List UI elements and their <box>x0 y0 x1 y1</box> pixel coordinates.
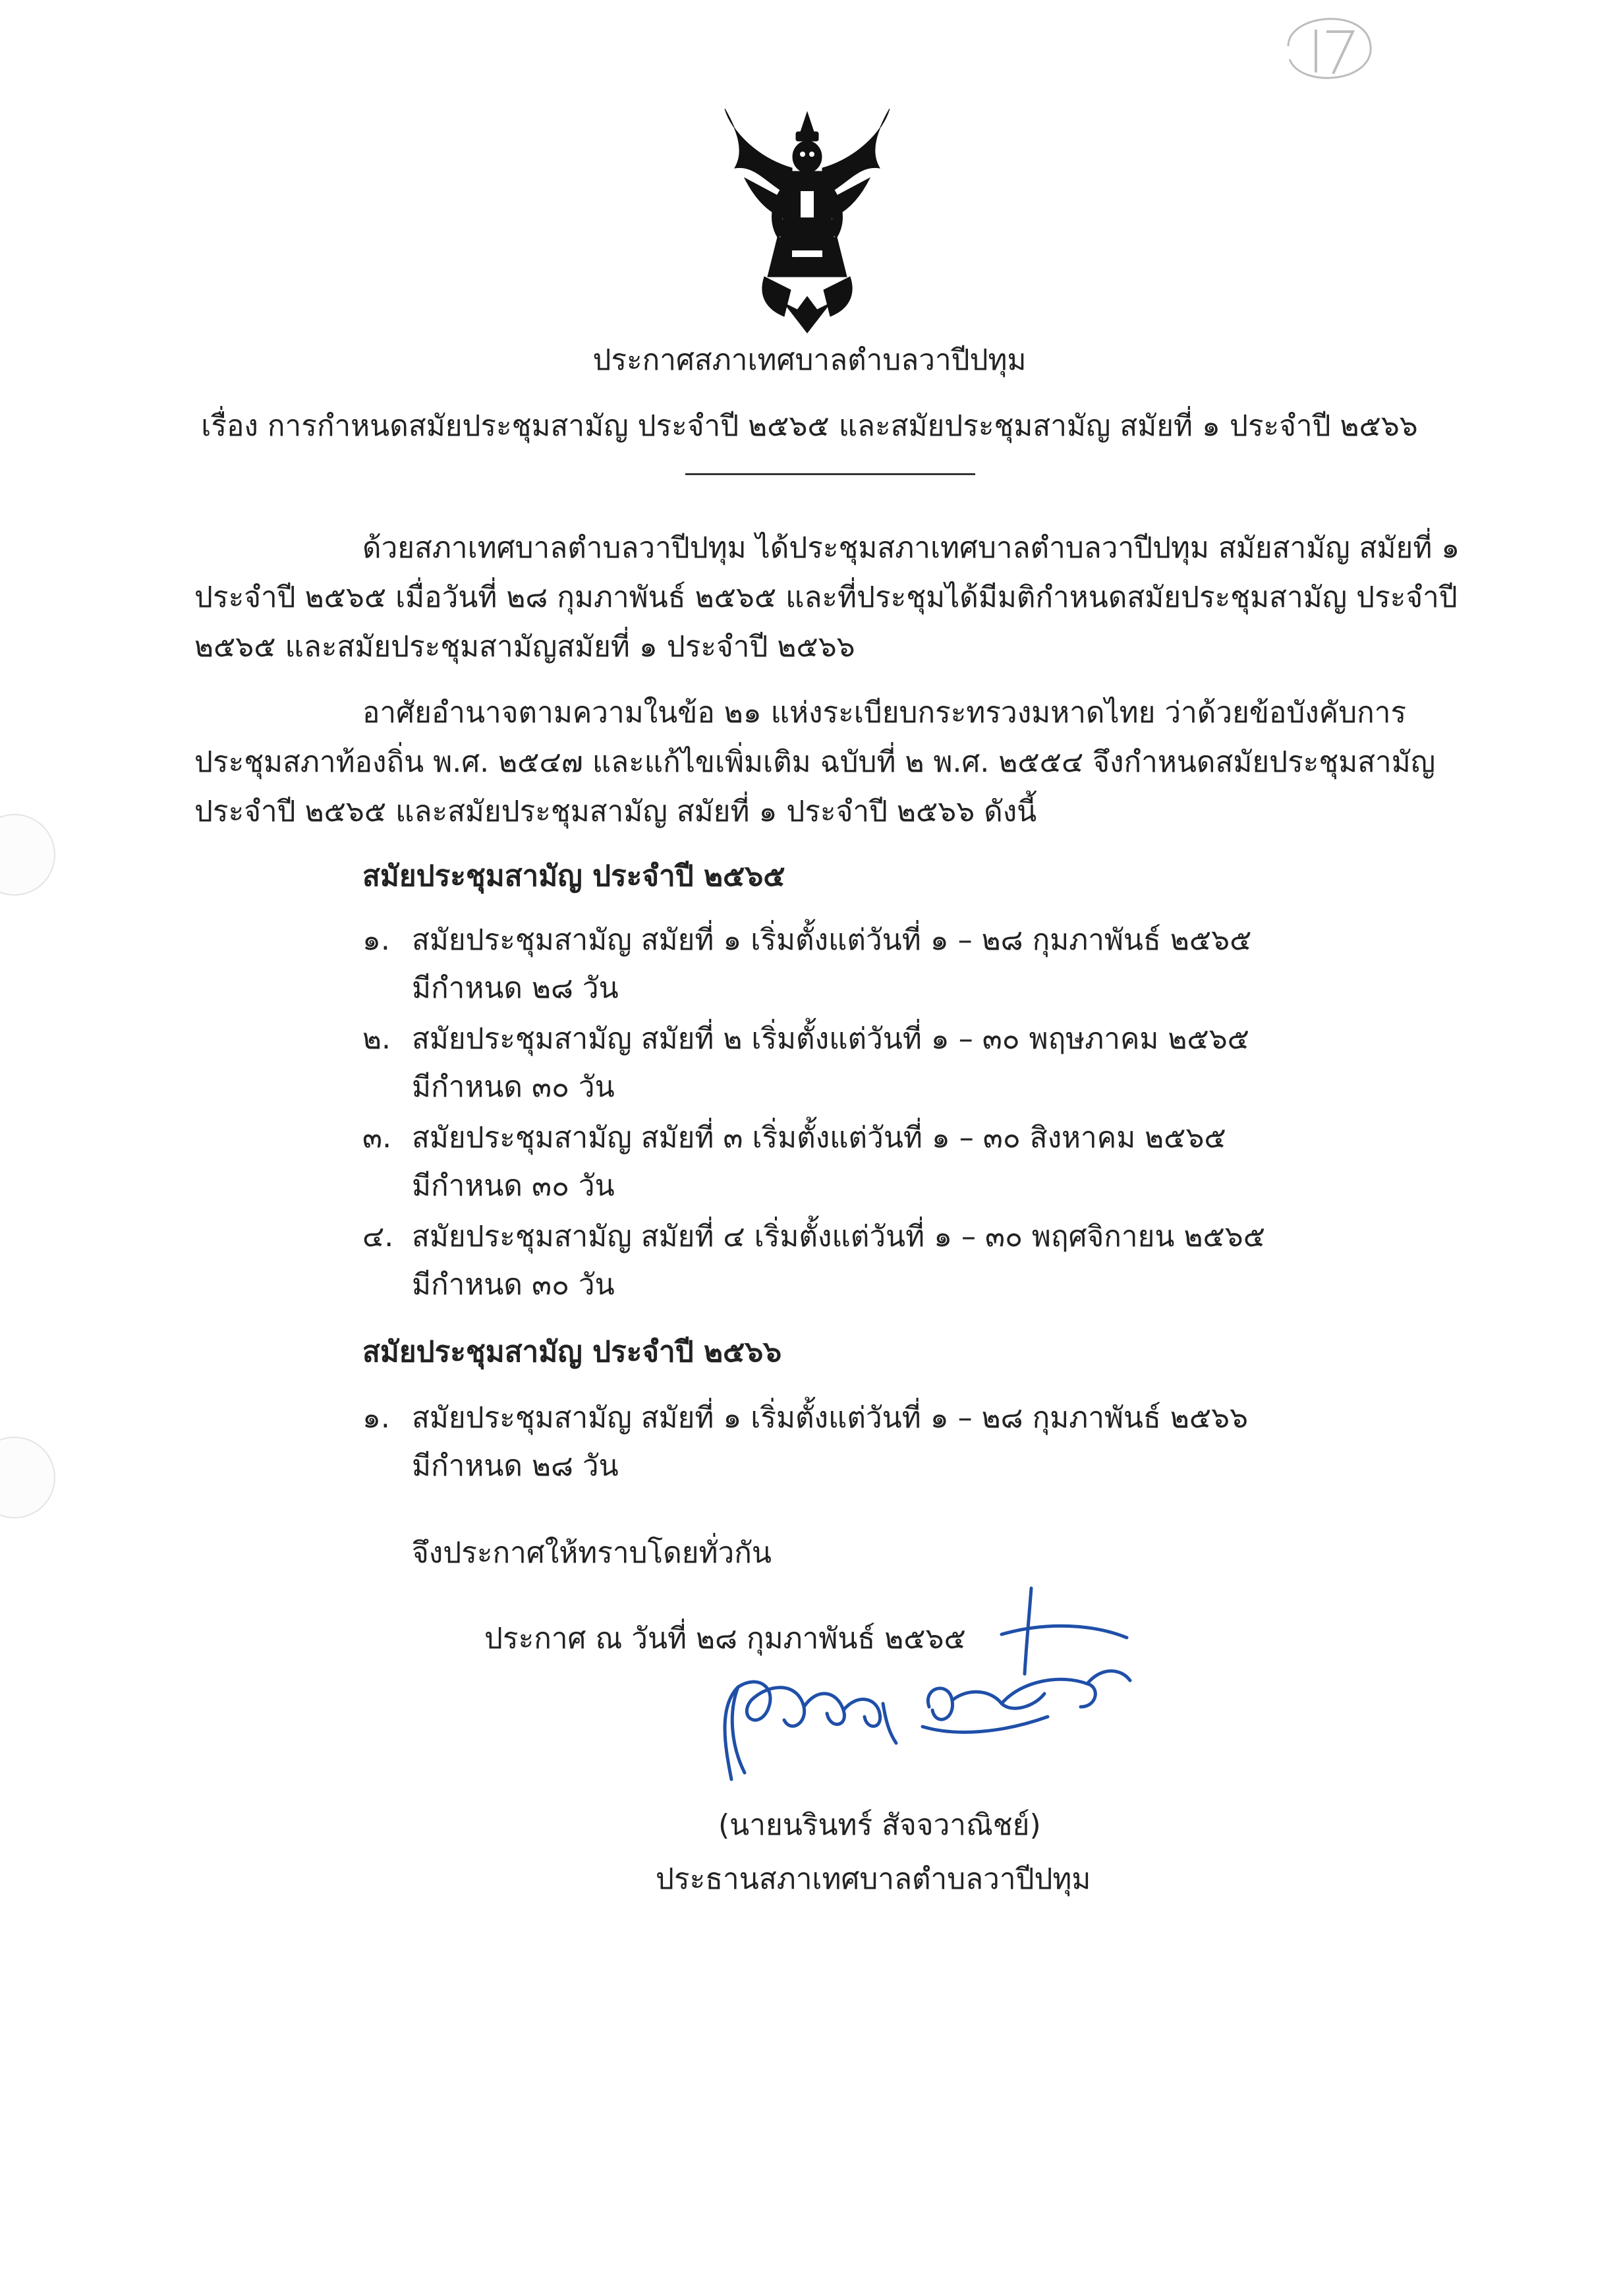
signature-text: นรินทร์ สัจจวาณิชย์ <box>692 1575 698 1576</box>
handwritten-page-mark <box>1275 0 1380 92</box>
paragraph-2-line-2: ประชุมสภาท้องถิ่น พ.ศ. ๒๕๔๗ และแก้ไขเพิ่มเติม ฉบับที่ ๒ พ.ศ. ๒๕๕๔ จึงกำหนดสมัยประชุมสามัญ <box>194 745 1436 779</box>
paragraph-1-line-3: ๒๕๖๕ และสมัยประชุมสามัญสมัยที่ ๑ ประจำปี ๒๕๖๖ <box>194 630 855 664</box>
closing-statement: จึงประกาศให้ทราบโดยทั่วกัน <box>412 1536 772 1570</box>
garuda-emblem-icon <box>718 105 896 336</box>
signer-name: (นายนรินทร์ สัจจวาณิชย์) <box>718 1808 1041 1842</box>
handwritten-signature <box>692 1575 1140 1799</box>
list-item-line-2: มีกำหนด ๓๐ วัน <box>412 1268 615 1302</box>
list-item-line-1: สมัยประชุมสามัญ สมัยที่ ๑ เริ่มตั้งแต่วันที่ ๑ – ๒๘ กุมภาพันธ์ ๒๕๖๕ <box>412 923 1252 957</box>
list-item-line-1: สมัยประชุมสามัญ สมัยที่ ๓ เริ่มตั้งแต่วันที่ ๑ – ๓๐ สิงหาคม ๒๕๖๕ <box>412 1121 1226 1155</box>
list-item-number: ๑. <box>362 923 390 957</box>
list-item-number: ๒. <box>362 1022 391 1056</box>
list-item-number: ๓. <box>362 1121 392 1155</box>
list-item-line-2: มีกำหนด ๓๐ วัน <box>412 1169 615 1203</box>
announcement-date: ประกาศ ณ วันที่ ๒๘ กุมภาพันธ์ ๒๕๖๕ <box>484 1622 966 1655</box>
list-item-number: ๑. <box>362 1401 390 1435</box>
paragraph-2-line-1: อาศัยอำนาจตามความในข้อ ๒๑ แห่งระเบียบกระทรวงมหาดไทย ว่าด้วยข้อบังคับการ <box>362 696 1407 730</box>
list-item-line-1: สมัยประชุมสามัญ สมัยที่ ๒ เริ่มตั้งแต่วันที่ ๑ – ๓๐ พฤษภาคม ๒๕๖๕ <box>412 1022 1249 1056</box>
signer-position: ประธานสภาเทศบาลตำบลวาปีปทุม <box>656 1862 1091 1896</box>
punch-hole-top <box>0 814 55 896</box>
list-item-line-2: มีกำหนด ๒๘ วัน <box>412 971 619 1005</box>
list-item-line-2: มีกำหนด ๒๘ วัน <box>412 1449 619 1483</box>
paragraph-1-line-2: ประจำปี ๒๕๖๕ เมื่อวันที่ ๒๘ กุมภาพันธ์ ๒๕๖๕ และที่ประชุมได้มีมติกำหนดสมัยประชุมสามัญ ประจำปี <box>194 581 1458 614</box>
punch-hole-bottom <box>0 1437 55 1518</box>
section-2565-heading: สมัยประชุมสามัญ ประจำปี ๒๕๖๕ <box>362 859 785 893</box>
list-item-line-2: มีกำหนด ๓๐ วัน <box>412 1070 615 1104</box>
document-title: ประกาศสภาเทศบาลตำบลวาปีปทุม <box>592 343 1027 377</box>
list-item-number: ๔. <box>362 1220 394 1253</box>
paragraph-2-line-3: ประจำปี ๒๕๖๕ และสมัยประชุมสามัญ สมัยที่ ๑ ประจำปี ๒๕๖๖ ดังนี้ <box>194 795 1037 828</box>
header-divider <box>685 473 975 475</box>
document-subject: เรื่อง การกำหนดสมัยประชุมสามัญ ประจำปี ๒๕๖๕ และสมัยประชุมสามัญ สมัยที่ ๑ ประจำปี ๒๕๖๖ <box>201 409 1418 443</box>
paragraph-1-line-1: ด้วยสภาเทศบาลตำบลวาปีปทุม ได้ประชุมสภาเทศบาลตำบลวาปีปทุม สมัยสามัญ สมัยที่ ๑ <box>362 531 1460 565</box>
list-item-line-1: สมัยประชุมสามัญ สมัยที่ ๔ เริ่มตั้งแต่วันที่ ๑ – ๓๐ พฤศจิกายน ๒๕๖๕ <box>412 1220 1266 1253</box>
list-item-line-1: สมัยประชุมสามัญ สมัยที่ ๑ เริ่มตั้งแต่วันที่ ๑ – ๒๘ กุมภาพันธ์ ๒๕๖๖ <box>412 1401 1249 1435</box>
section-2566-heading: สมัยประชุมสามัญ ประจำปี ๒๕๖๖ <box>362 1335 782 1369</box>
